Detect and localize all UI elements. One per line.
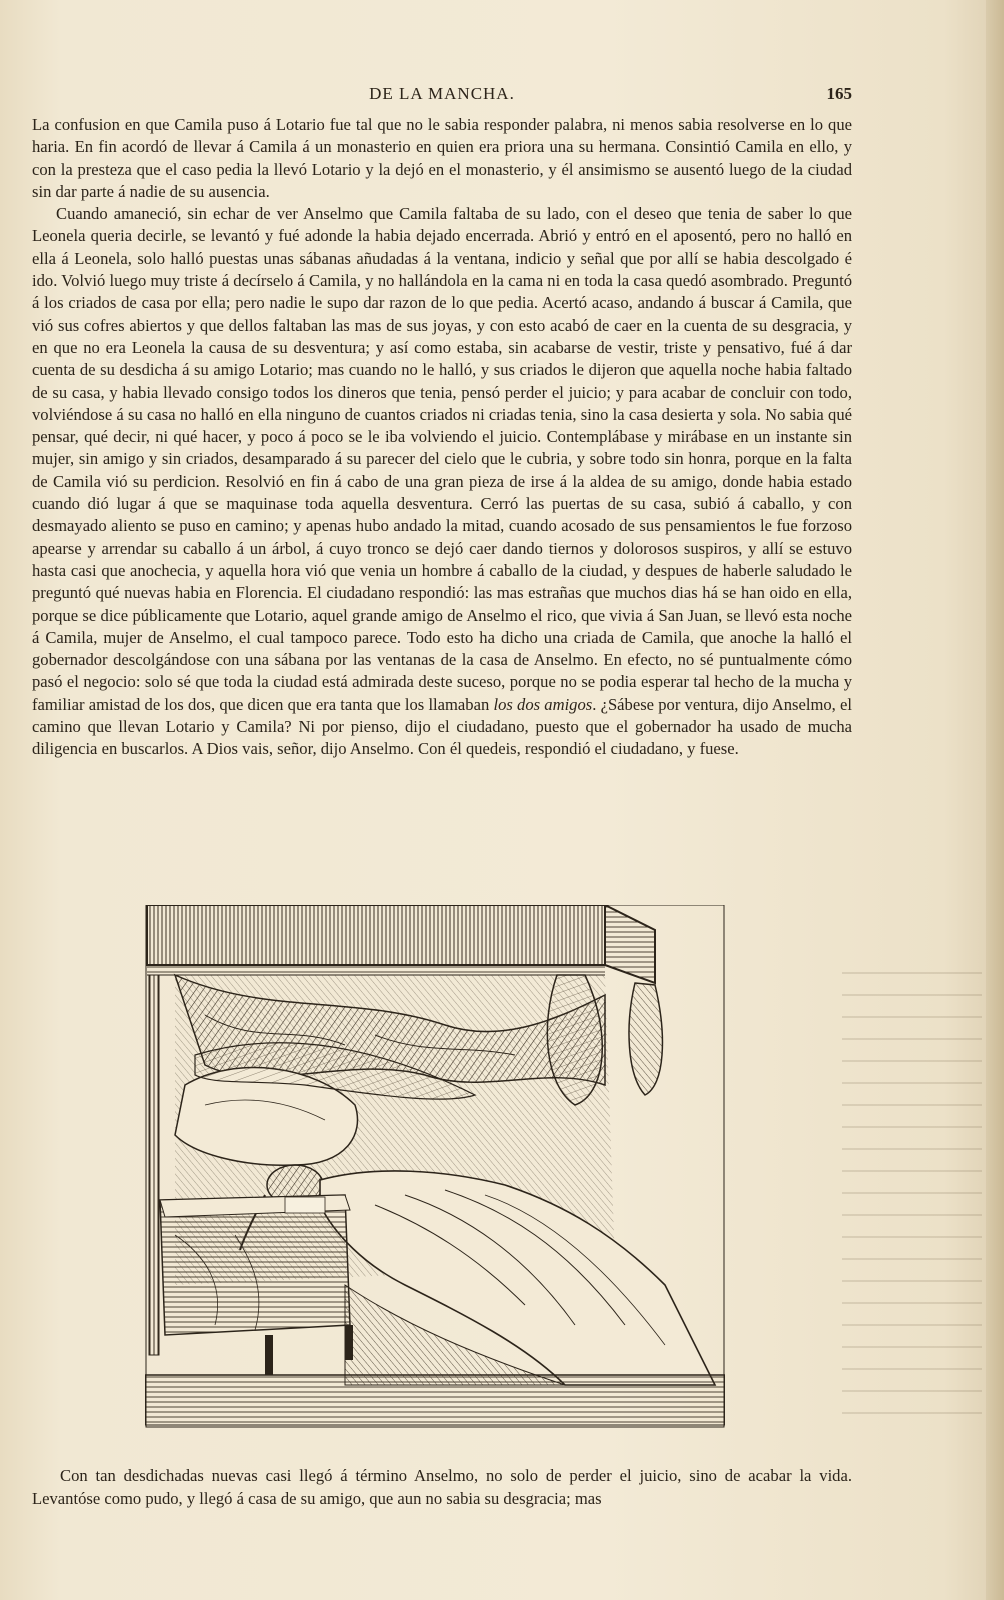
page-header <box>32 84 852 108</box>
running-title: DE LA MANCHA. <box>369 84 515 103</box>
engraving-woman-on-bed <box>145 905 725 1445</box>
paragraph-2 <box>32 203 852 760</box>
paragraph-2-part-a: Cuando amaneció, sin echar de ver Anselmo que Camila faltaba de su lado, con el deseo que tenia de saber lo que Leonela queria decirle, se levantó y fué adonde la habia dejado encerrada. Abrió y entró en el aposentó, pero no halló en ella á Leonela, solo halló puestas unas sábanas añudadas á la ventana, indicio y señal que por allí se habia descolgado é ido. Volvió luego muy triste á decírselo á Camila, y no hallándola en la cama ni en toda la casa quedó asombrado. Preguntó á los criados de casa por ella; pero nadie le supo dar razon de lo que pedia. Acertó acaso, andando á buscar á Camila, que vió sus cofres abiertos y que dellos faltaban las mas de sus joyas, y con esto acabó de caer en la cuenta de su desgracia, y en que no era Leonela la causa de su desventura; y así como estaba, sin acabarse de vestir, triste y pensativo, fué á dar cuenta de su desdicha á su amigo Lotario; mas cuando no le halló, y sus criados le dijeron que aquella noche habia faltado de su casa, y habia llevado consigo todos los dineros que tenia, pensó perder el juicio; y para acabar de concluir con todo, volviéndose á su casa no halló en ella ninguno de cuantos criados ni criadas tenia, sino la casa desierta y sola. No sabia qué pensar, qué decir, ni qué hacer, y poco á poco se le iba volviendo el juicio. Contemplábase y mirábase en un instante sin mujer, sin amigo y sin criados, desamparado á su parecer del cielo que le cubria, y sobre todo sin honra, porque en la falta de Camila vió su perdicion. Resolvió en fin á cabo de una gran pieza de irse á la aldea de su amigo, donde habia estado cuando dió lugar á que se maquinase toda aquella desventura. Cerró las puertas de su casa, subió á caballo, y con desmayado aliento se puso en camino; y apenas hubo andado la mitad, cuando acosado de sus pensamientos le fue forzoso apearse y arrendar su caballo á un árbol, á cuyo tronco se dejó caer dando tiernos y dolorosos suspiros, y allí se estuvo hasta casi que anochecia, y aquella hora vió que venia un hombre á caballo de la ciudad, y despues de haberle saludado le preguntó qué nuevas habia en Florencia. El ciudadano respondió: las mas estrañas que muchos dias há se han oido en ella, porque se dice públicamente que Lotario, aquel grande amigo de Anselmo el rico, que vivia á San Juan, se llevó esta noche á Camila, mujer de Anselmo, el cual tampoco parece. Todo esto ha dicho una criada de Camila, que anoche la halló el gobernador descolgándose con una sábana por las ventanas de la casa de Anselmo. En efecto, no sé puntualmente cómo pasó el negocio: solo sé que toda la ciudad está admirada deste suceso, porque no se podia esperar tal hecho de la mucha y familiar amistad de los dos, que dicen que era tanta que los llamaban <box>32 204 852 714</box>
closing-text <box>32 1465 852 1510</box>
closing-paragraph: Con tan desdichadas nuevas casi llegó á término Anselmo, no solo de perder el juicio, sino de acabar la vida. Levantóse como pudo, y llegó á casa de su amigo, que aun no sabia su desgracia; mas <box>32 1466 852 1508</box>
page-edge <box>986 0 1004 1600</box>
engraving-illustration <box>145 905 725 1445</box>
main-text <box>32 114 852 761</box>
paragraph-2-emphasis: los dos amigos <box>493 694 593 714</box>
paragraph-2-part-b: . ¿Sábese por ventura, dijo Anselmo, el camino que llevan Lotario y Camila? Ni por pienso, dijo el ciudadano, puesto que el gobernador ha usado de mucha diligencia en buscarlos. A Dios vais, señor, dijo Anselmo. Con él quedeis, respondió el ciudadano, y fuese. <box>32 694 852 759</box>
paragraph-1: La confusion en que Camila puso á Lotario fue tal que no le sabia responder palabra, ni menos sabia resolverse en lo que haria. En fin acordó de llevar á Camila á un monasterio en quien era priora una su hermana. Consintió Camila en ello, y con la presteza que el caso pedia la llevó Lotario y la dejó en el monasterio, y él ansimismo se ausentó luego de la ciudad sin dar parte á nadie de su ausencia. <box>32 115 852 201</box>
page-number: 165 <box>826 84 852 103</box>
show-through <box>842 960 982 1430</box>
